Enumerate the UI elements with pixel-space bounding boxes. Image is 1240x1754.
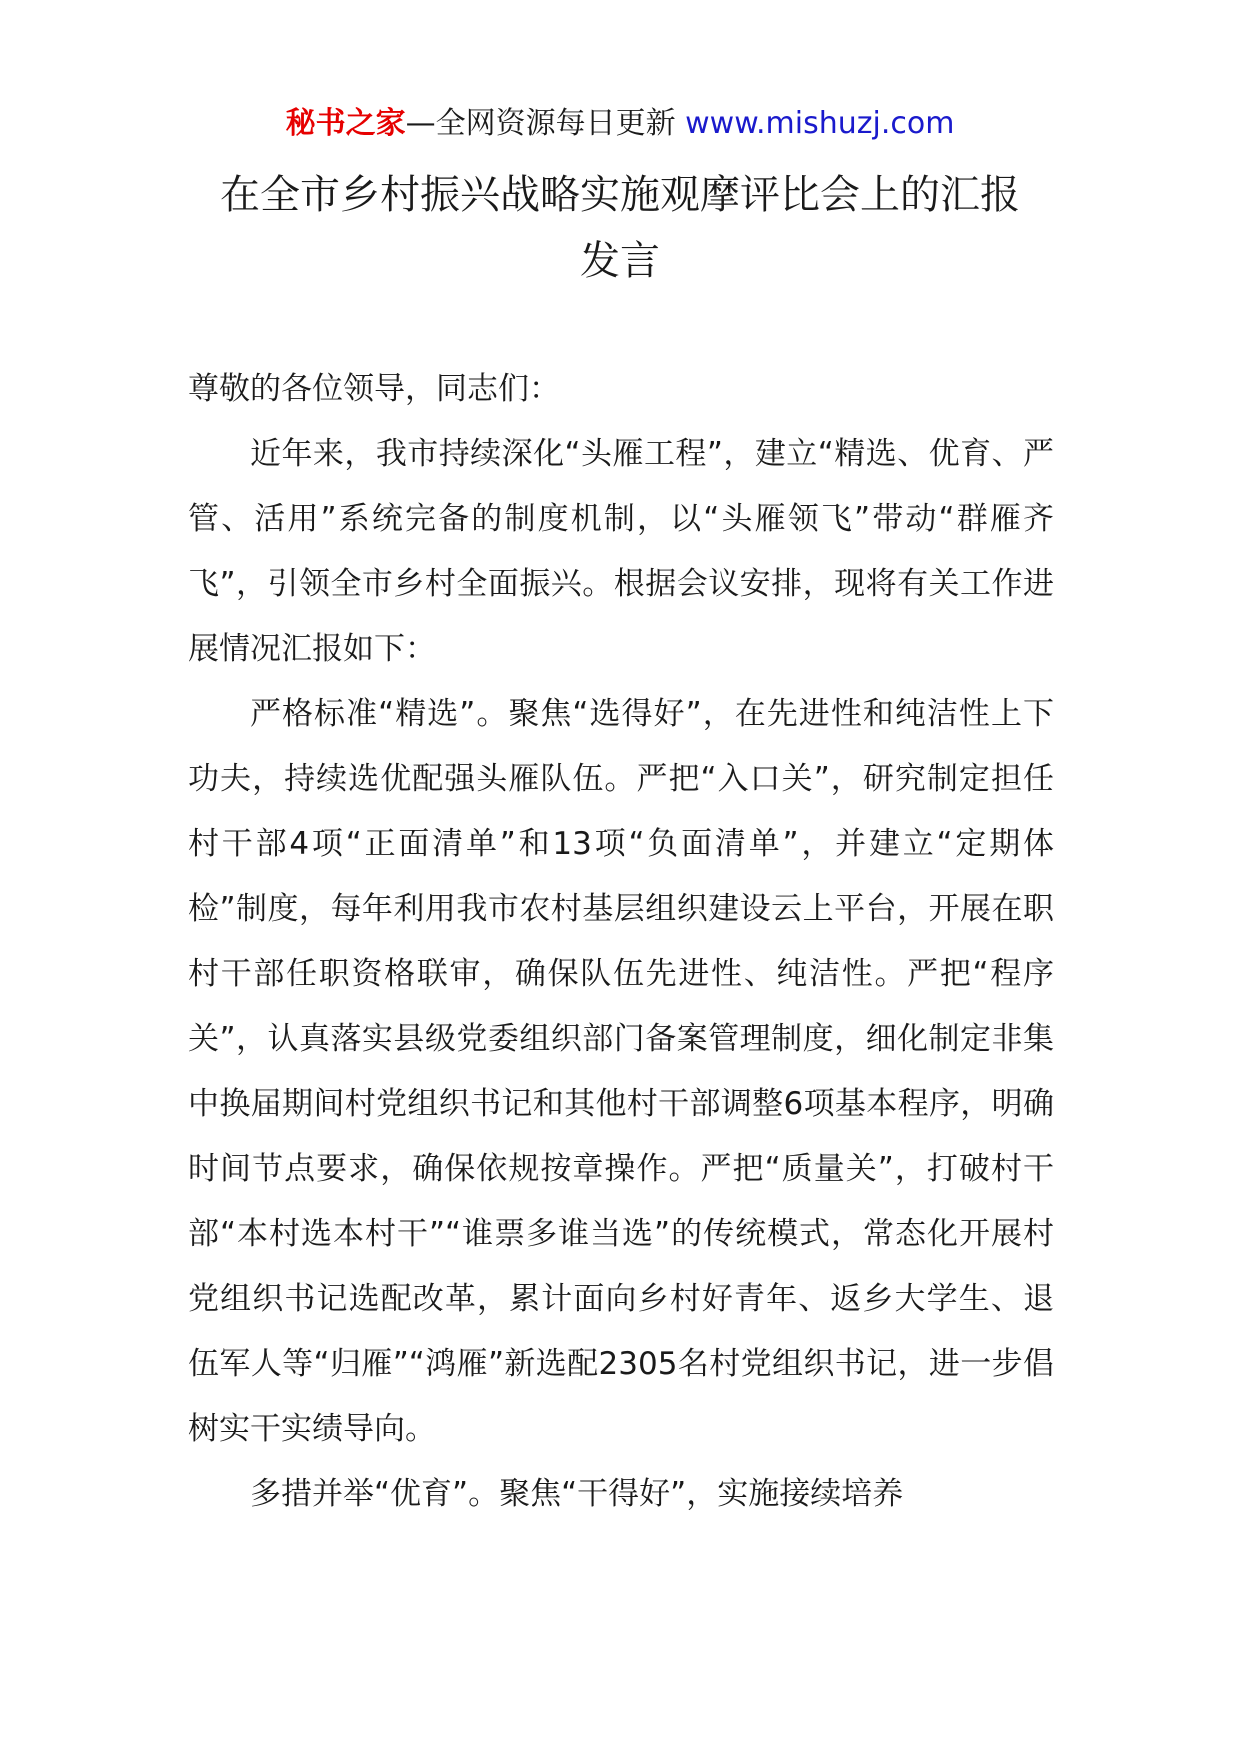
document-title <box>150 162 1090 294</box>
paragraph-intro: 近年来，我市持续深化“头雁工程”，建立“精选、优育、严管、活用”系统完备的制度机制，以“头雁领飞”带动“群雁齐飞”，引领全市乡村全面振兴。根据会议安排，现将有关工作进展情况汇报如下： <box>188 436 1054 667</box>
document-body <box>188 357 1054 1527</box>
paragraph-select: 严格标准“精选”。聚焦“选得好”，在先进性和纯洁性上下功夫，持续选优配强头雁队伍。严把“入口关”，研究制定担任村干部4项“正面清单”和13项“负面清单”，并建立“定期体检”制度，每年利用我市农村基层组织建设云上平台，开展在职村干部任职资格联审，确保队伍先进性、纯洁性。严把“程序关”，认真落实县级党委组织部门备案管理制度，细化制定非集中换届期间村党组织书记和其他村干部调整6项基本程序，明确时间节点要求，确保依规按章操作。严把“质量关”，打破村干部“本村选本村干”“谁票多谁当选”的传统模式，常态化开展村党组织书记选配改革，累计面向乡村好青年、返乡大学生、退伍军人等“归雁”“鸿雁”新选配2305名村党组织书记，进一步倡树实干实绩导向。 <box>188 696 1054 1447</box>
paragraph-cultivate: 多措并举“优育”。聚焦“干得好”，实施接续培养 <box>250 1476 904 1512</box>
salutation: 尊敬的各位领导，同志们： <box>188 371 560 407</box>
header-tagline: —全网资源每日更新 <box>405 106 676 141</box>
title-line-2: 发言 <box>580 238 660 284</box>
site-link[interactable]: www.mishuzj.com <box>685 106 955 141</box>
brand-name: 秘书之家 <box>285 106 406 141</box>
title-line-1: 在全市乡村振兴战略实施观摩评比会上的汇报 <box>220 172 1020 218</box>
page-header <box>0 104 1240 144</box>
